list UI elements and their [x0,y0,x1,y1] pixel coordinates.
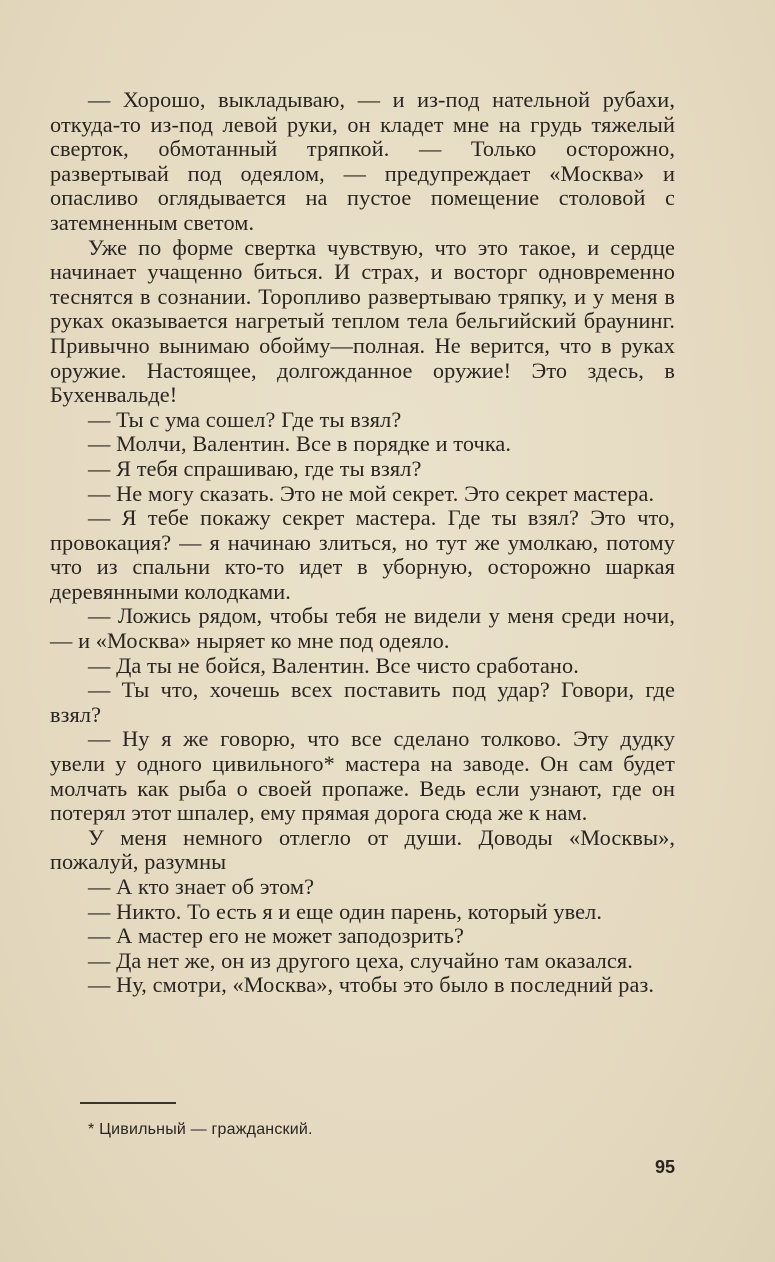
dialogue-line: — Ну я же говорю, что все сделано толково. Эту дудку увели у одного цивильного* мастера на заводе. Он сам будет молчать как рыба о своей пропаже. Ведь если узнают, где он потерял этот шпалер, ему прямая дорога сюда же к нам. [50,726,675,826]
dialogue-line: — А кто знает об этом? [88,874,315,899]
dialogue-line: — Ты что, хочешь всех поставить под удар? Говори, где взял? [50,677,675,727]
page-number: 95 [655,1157,676,1177]
footnote: * Цивильный — гражданский. [88,1121,313,1138]
paragraph: Уже по форме свертка чувствую, что это такое, и сердце начинает учащенно биться. И страх, и восторг одновременно теснятся в сознании. Торопливо развертываю тряпку, и у меня в руках оказывается нагретый теплом тела бельгийский браунинг. Привычно вынимаю обойму—полная. Не верится, что в руках оружие. Настоящее, долгожданное оружие! Это здесь, в Бухенвальде! [50,234,675,408]
footnote-divider [80,1102,176,1104]
dialogue-line: — Не могу сказать. Это не мой секрет. Это секрет мастера. [88,480,655,506]
page-body [50,88,675,998]
paragraph: У меня немного отлегло от души. Доводы «Москвы», пожалуй, разумны [50,824,675,875]
dialogue-line: — Ну, смотри, «Москва», чтобы это было в последний раз. [88,972,655,998]
dialogue-line: — Молчи, Валентин. Все в порядке и точка. [88,431,512,457]
dialogue-line: — Я тебе покажу секрет мастера. Где ты взял? Это что, провокация? — я начинаю злиться, но тут же умолкаю, потому что из спальни кто-то идет в уборную, осторожно шаркая деревянными колодками. [50,505,675,604]
paragraph: — Хорошо, выкладываю, — и из-под нательной рубахи, откуда-то из-под левой руки, он кладет мне на грудь тяжелый сверток, обмотанный тряпкой. — Только осторожно, развертывай под одеялом, — предупреждает «Москва» и опасливо оглядывается на пустое помещение столовой с затемненным светом. [50,87,675,235]
dialogue-line: — Да нет же, он из другого цеха, случайно там оказался. [88,947,633,973]
dialogue-line: — Ты с ума сошел? Где ты взял? [88,406,402,432]
dialogue-line: — Я тебя спрашиваю, где ты взял? [88,455,422,481]
dialogue-line: — Никто. То есть я и еще один парень, который увел. [88,898,603,924]
dialogue-line: — Да ты не бойся, Валентин. Все чисто сработано. [88,652,579,678]
dialogue-line: — Ложись рядом, чтобы тебя не видели у меня среди ночи, — и «Москва» ныряет ко мне под одеяло. [50,603,675,654]
dialogue-line: — А мастер его не может заподозрить? [88,923,464,949]
